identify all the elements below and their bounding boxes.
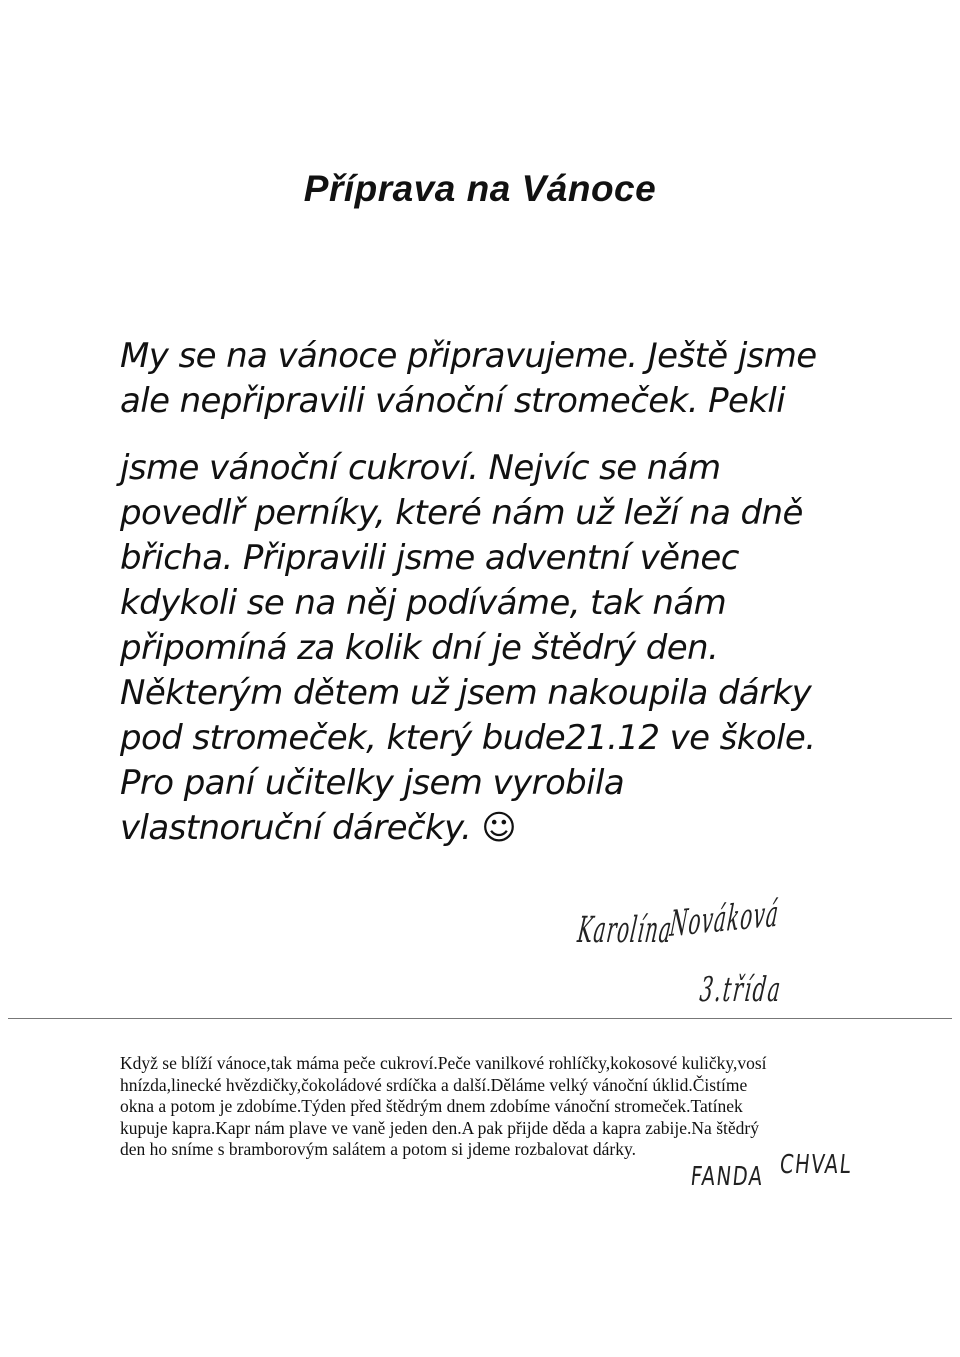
section-divider [8,1018,952,1019]
essay-line: ale nepřipravili vánoční stromeček. Pekli [120,381,786,421]
signature-note-last: CHVAL [778,1150,854,1180]
note-line: kupuje kapra.Kapr nám plave ve vaně jeden den.A pak přijde děda a kapra zabije.Na štědrý [120,1117,759,1138]
signature-note-first: FANDA [689,1162,766,1192]
handwritten-signature-last-name: Nováková [668,893,781,945]
essay-line: Některým dětem už jsem nakoupila dárky [120,673,812,713]
essay-line: povedlř perníky, které nám už leží na dně [120,493,803,533]
smiley-icon: ☺ [481,808,517,848]
essay-line: pod stromeček, který bude21.12 ve škole. [120,718,816,758]
essay-line: My se na vánoce připravujeme. Ještě jsme [120,336,817,376]
essay-line: Pro paní učitelky jsem vyrobila [120,763,625,803]
essay-line-text: vlastnoruční dárečky. [120,808,472,848]
essay-line: připomíná za kolik dní je štědrý den. [120,628,719,668]
printed-note [120,1053,880,1161]
essay-line: jsme vánoční cukroví. Nejvíc se nám [120,448,721,488]
essay-line: břicha. Připravili jsme adventní věnec [120,538,739,578]
note-line: Když se blíží vánoce,tak máma peče cukroví.Peče vanilkové rohlíčky,kokosové kuličky,vosí [120,1053,767,1073]
essay-text [120,334,920,851]
handwritten-signature-note [689,1150,854,1192]
note-line: okna a potom je zdobíme.Týden před štědrým dnem zdobíme vánoční stromeček.Tatínek [120,1096,743,1116]
handwritten-class-note: 3.třída [697,970,784,1010]
note-line: hnízda,linecké hvězdičky,čokoládové srdíčka a další.Děláme velký vánoční úklid.Čistíme [120,1074,748,1095]
essay-line-last [120,806,920,851]
essay-line: kdykoli se na něj podíváme, tak nám [120,583,727,623]
note-line: den ho sníme s bramborovým salátem a potom si jdeme rozbalovat dárky. [120,1139,636,1159]
document-title: Příprava na Vánoce [303,168,657,209]
handwritten-signature-first-name: Karolína [575,910,675,951]
